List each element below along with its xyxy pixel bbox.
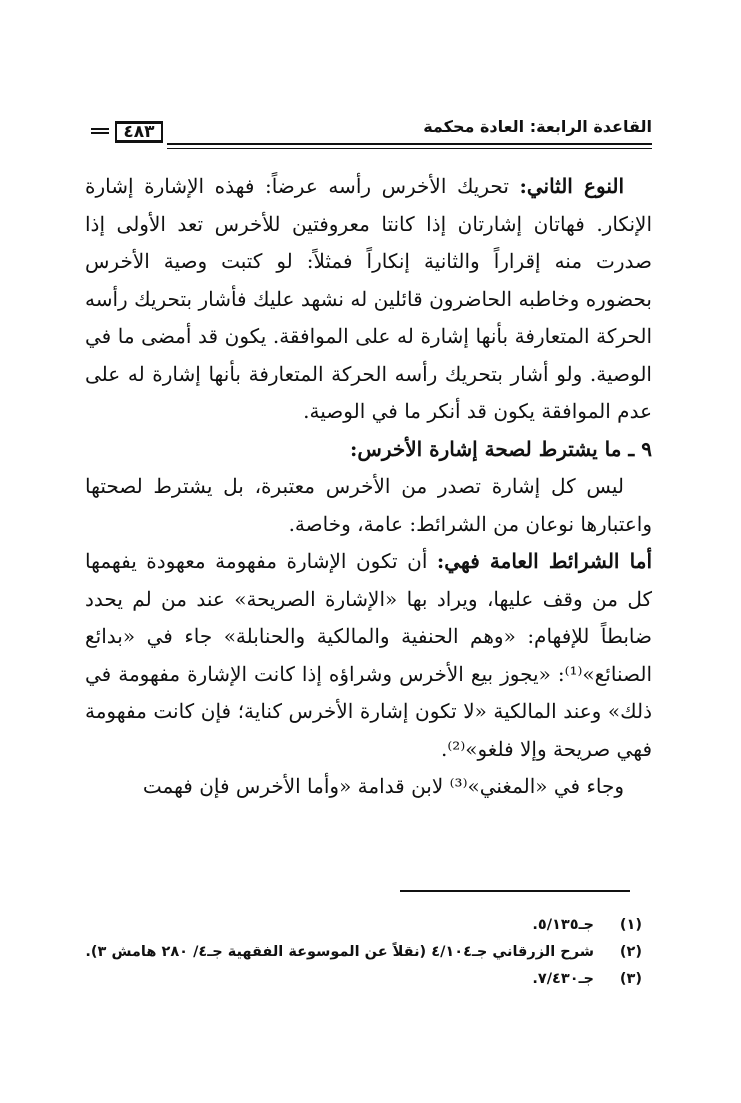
footnote-text: شرح الزرقاني جـ٤/١٠٤ (نقلاً عن الموسوعة الفقهية جـ٤/ ٢٨٠ هامش ٣). — [85, 944, 594, 960]
footnote-text: جـ٧/٤٣٠. — [532, 971, 594, 987]
footnote-number: (٣) — [619, 971, 642, 987]
header-rule — [167, 143, 652, 145]
footnote-item — [85, 939, 642, 966]
footnote-separator — [400, 890, 630, 892]
footnote-number: (١) — [619, 917, 642, 933]
paragraph: ليس كل إشارة تصدر من الأخرس معتبرة، بل يشترط لصحتها واعتبارها نوعان من الشرائط: عامة، وخاصة. — [85, 474, 652, 536]
paragraph — [85, 168, 652, 431]
paragraph-text: تحريك الأخرس رأسه عرضاً: فهذه الإشارة إشارة الإنكار. فهاتان إشارتان إذا كانتا معروفتين للأخرس تعد الأولى إذا صدرت منه إقراراً والثانية إنكاراً فمثلاً: لو كتبت وصية الأخرس بحضوره وخاطبه الحاضرون قائلين له نشهد عليك فأشار بتحريك رأسه الحركة المتعارفة بأنها إشارة له على الموافقة. يكون قد أمضى ما في الوصية. ولو أشار بتحريك رأسه الحركة المتعارفة بأنها إشارة له على عدم الموافقة يكون قد أنكر ما في الوصية. — [85, 174, 652, 423]
footnotes — [85, 912, 642, 993]
footnote-number: (٢) — [619, 944, 642, 960]
paragraph — [85, 543, 652, 768]
page-header — [85, 117, 652, 157]
body-text — [85, 168, 652, 806]
paragraph-lead: النوع الثاني: — [519, 174, 624, 198]
page-number: ٤٨٣ — [115, 121, 163, 143]
section-heading: ٩ ـ ما يشترط لصحة إشارة الأخرس: — [350, 436, 652, 461]
paragraph-lead: أما الشرائط العامة فهي: — [436, 549, 652, 573]
footnote-item — [85, 912, 642, 939]
footnote-text: جـ٥/١٣٥. — [532, 917, 594, 933]
paragraph-text: أن تكون الإشارة مفهومة معهودة يفهمها كل من وقف عليها، ويراد بها «الإشارة الصريحة» عند من لم يحدد ضابطاً للإفهام: «وهم الحنفية والمالكية والحنابلة» جاء في «بدائع الصنائع»⁽¹⁾: «يجوز بيع الأخرس وشراؤه إذا كانت الإشارة مفهومة في ذلك» وعند المالكية «لا تكون إشارة الأخرس كناية؛ فإن كانت مفهومة فهي صريحة وإلا فلغو»⁽²⁾. — [85, 549, 652, 761]
running-title: القاعدة الرابعة: العادة محكمة — [423, 117, 652, 136]
header-ornament — [91, 128, 109, 134]
footnote-item — [85, 966, 642, 993]
header-rule-thin — [167, 148, 652, 149]
paragraph: وجاء في «المغني»⁽³⁾ لابن قدامة «وأما الأخرس فإن فهمت — [142, 774, 624, 798]
